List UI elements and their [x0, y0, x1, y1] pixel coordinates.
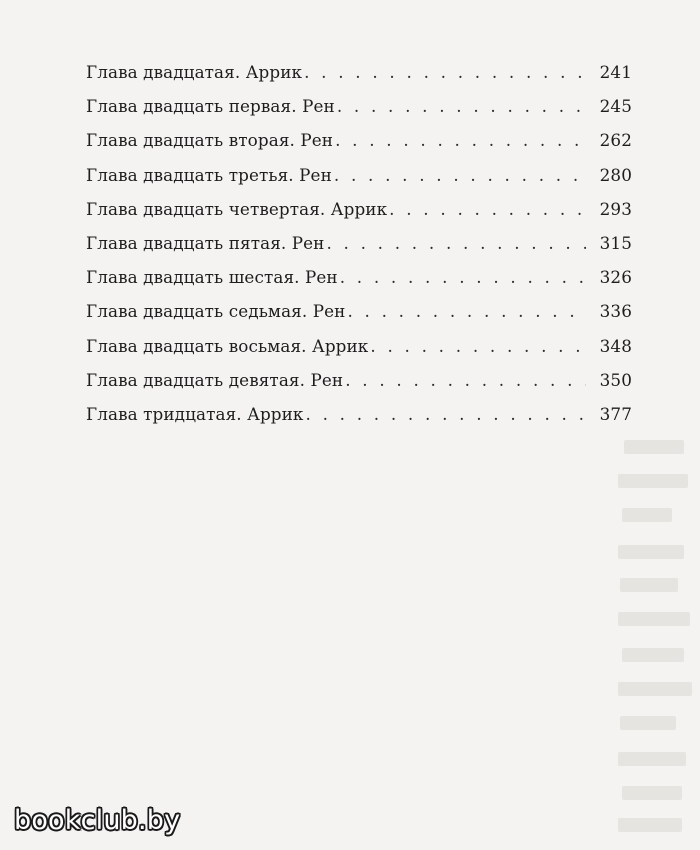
dot-leader [304, 62, 586, 82]
toc-entry [86, 336, 632, 370]
toc-entry-title: Глава двадцать третья. Рен [86, 164, 332, 185]
toc-entry [86, 267, 632, 301]
toc-entry [86, 301, 632, 335]
dot-leader [347, 301, 586, 321]
watermark-logo: bookclub.by [14, 805, 181, 836]
toc-entry-page: 241 [599, 62, 632, 82]
toc-entry-page: 315 [599, 232, 632, 253]
toc-entry-title: Глава двадцать седьмая. Рен [86, 301, 346, 322]
dot-leader [334, 165, 586, 185]
toc-entry-title: Глава двадцать восьмая. Аррик [86, 335, 369, 356]
toc-entry-page: 280 [599, 164, 632, 185]
toc-entry-title: Глава тридцатая. Аррик [86, 403, 304, 424]
toc-entry [86, 199, 632, 233]
toc-entry-title: Глава двадцать первая. Рен [86, 96, 335, 117]
dot-leader [370, 336, 586, 356]
dot-leader [326, 233, 586, 253]
toc-entry-page: 326 [599, 267, 632, 288]
dot-leader [337, 96, 586, 116]
toc-entry-title: Глава двадцать шестая. Рен [86, 267, 338, 288]
toc-entry [86, 370, 632, 404]
toc-entry-title: Глава двадцать четвертая. Аррик [86, 198, 388, 219]
toc-entry-page: 262 [599, 130, 632, 151]
dot-leader [340, 267, 586, 287]
dot-leader [345, 370, 586, 390]
toc-entry-page: 293 [599, 198, 632, 219]
toc-entry-title: Глава двадцатая. Аррик [86, 62, 303, 82]
dot-leader [335, 130, 586, 150]
toc-entry-title: Глава двадцать девятая. Рен [86, 369, 344, 390]
toc-entry [86, 233, 632, 267]
toc-entry [86, 62, 632, 96]
dot-leader [306, 404, 586, 424]
toc-entry [86, 165, 632, 199]
toc-entry-page: 348 [599, 335, 632, 356]
toc-entry-page: 350 [599, 369, 632, 390]
dot-leader [389, 199, 586, 219]
toc-entry [86, 96, 632, 130]
toc-entry [86, 404, 632, 438]
toc-entry-page: 245 [599, 96, 632, 117]
toc-entry-page: 336 [599, 301, 632, 322]
toc-entry-title: Глава двадцать вторая. Рен [86, 130, 334, 151]
toc-entry [86, 130, 632, 164]
table-of-contents [86, 62, 632, 438]
toc-entry-title: Глава двадцать пятая. Рен [86, 232, 325, 253]
toc-entry-page: 377 [599, 403, 632, 424]
